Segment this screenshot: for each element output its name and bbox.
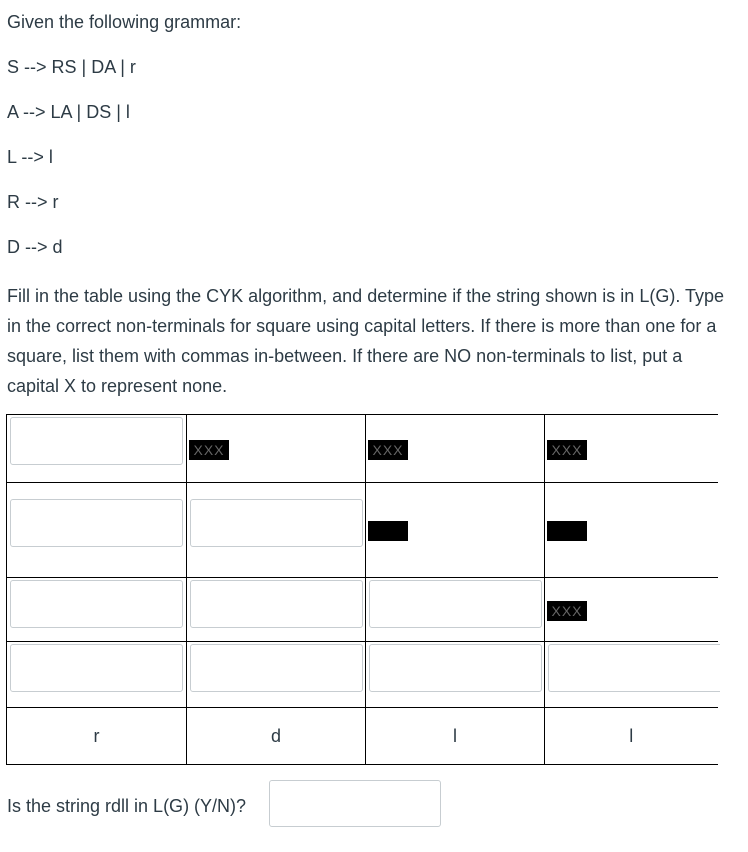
- cyk-cell-2-4: [545, 483, 718, 578]
- cyk-cell-4-2: [187, 642, 366, 708]
- cyk-cell-2-2: [187, 483, 366, 578]
- membership-answer-input[interactable]: [269, 780, 441, 827]
- blocked-cell-marker: [368, 521, 408, 541]
- terminal-cell-4: [545, 708, 718, 765]
- intro-text: Given the following grammar:: [7, 12, 242, 32]
- cyk-cell-1-3: [366, 415, 545, 483]
- cyk-cell-4-3: [366, 642, 545, 708]
- blocked-cell-marker: [547, 521, 587, 541]
- blocked-cell-marker: XXX: [547, 440, 587, 460]
- cyk-input-2-1[interactable]: [10, 499, 183, 547]
- cyk-cell-3-4: [545, 578, 718, 642]
- grammar-rule-d: D --> d: [7, 237, 63, 257]
- blocked-cell-marker: XXX: [547, 601, 587, 621]
- blocked-cell-marker: XXX: [368, 440, 408, 460]
- cyk-input-2-2[interactable]: [190, 499, 363, 547]
- cyk-input-4-3[interactable]: [369, 644, 542, 692]
- terminal-label: l: [453, 726, 457, 746]
- cyk-input-3-2[interactable]: [190, 580, 363, 628]
- cyk-cell-2-1: [7, 483, 187, 578]
- terminal-cell-3: [366, 708, 545, 765]
- cyk-cell-1-2: [187, 415, 366, 483]
- table-row: [7, 483, 718, 578]
- table-row: [7, 642, 718, 708]
- terminal-label: d: [270, 726, 281, 746]
- cyk-cell-3-2: [187, 578, 366, 642]
- terminal-cell-1: [7, 708, 187, 765]
- grammar-rule-r: R --> r: [7, 192, 59, 212]
- membership-question: Is the string rdll in L(G) (Y/N)?: [7, 796, 247, 816]
- blocked-cell-marker: XXX: [189, 440, 229, 460]
- table-row: [7, 415, 718, 483]
- cyk-input-3-1[interactable]: [10, 580, 183, 628]
- cyk-cell-4-4: [545, 642, 718, 708]
- cyk-cell-2-3: [366, 483, 545, 578]
- cyk-input-4-4[interactable]: [548, 644, 720, 692]
- cyk-cell-1-1: [7, 415, 187, 483]
- cyk-cell-1-4: [545, 415, 718, 483]
- table-row: [7, 708, 718, 765]
- instructions-text: Fill in the table using the CYK algorithm, and determine if the string shown is in L(G). Type in the correct non-terminals for square using capital letters. If there is more than one for a square, list them with commas in-between. If there are NO non-terminals to list, put a capital X to represent none.: [7, 286, 725, 396]
- grammar-rule-a: A --> LA | DS | l: [7, 102, 130, 122]
- cyk-cell-3-1: [7, 578, 187, 642]
- table-row: [7, 578, 718, 642]
- cyk-table: [6, 414, 718, 765]
- terminal-label: r: [93, 726, 100, 746]
- cyk-input-1-1[interactable]: [10, 417, 183, 465]
- grammar-rule-l: L --> l: [7, 147, 53, 167]
- cyk-input-3-3[interactable]: [369, 580, 542, 628]
- cyk-cell-4-1: [7, 642, 187, 708]
- cyk-input-4-1[interactable]: [10, 644, 183, 692]
- terminal-label: l: [629, 726, 634, 746]
- cyk-input-4-2[interactable]: [190, 644, 363, 692]
- grammar-rule-s: S --> RS | DA | r: [7, 57, 136, 77]
- cyk-cell-3-3: [366, 578, 545, 642]
- terminal-cell-2: [187, 708, 366, 765]
